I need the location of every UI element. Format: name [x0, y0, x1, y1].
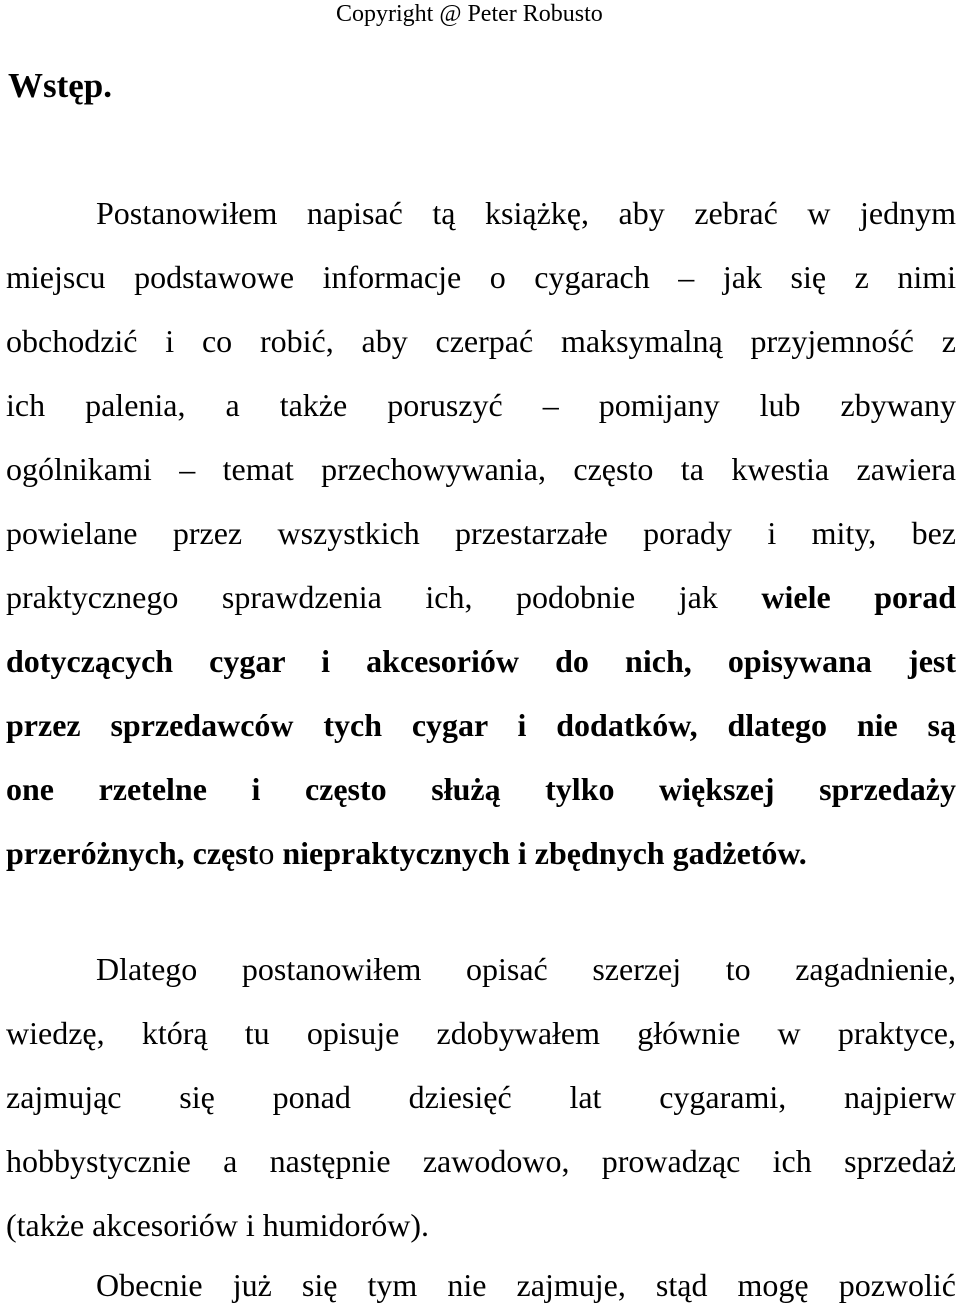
line-7-bold-text: wiele porad [761, 579, 957, 615]
line-7-regular-text: praktycznego sprawdzenia ich, podobnie jak [6, 579, 718, 615]
paragraph-2-line-4: hobbystycznie a następnie zawodowo, prowadząc ich sprzedaż [6, 1143, 956, 1179]
line-11-bold-text-b: niepraktycznych i zbędnych gadżetów. [282, 835, 807, 871]
line-11-bold-text-a: przeróżnych, częst [6, 835, 259, 871]
paragraph-1-line-11 [6, 830, 956, 876]
paragraph-3-line-1: Obecnie już się tym nie zajmuje, stąd mogę pozwolić [96, 1267, 956, 1303]
paragraph-1-line-6: powielane przez wszystkich przestarzałe porady i mity, bez [6, 515, 956, 551]
paragraph-1-line-9: przez sprzedawców tych cygar i dodatków, dlatego nie są [6, 707, 956, 743]
paragraph-1-line-2: miejscu podstawowe informacje o cygarach – jak się z nimi [6, 259, 956, 295]
paragraph-2-line-1: Dlatego postanowiłem opisać szerzej to zagadnienie, [96, 951, 956, 987]
paragraph-1-line-7 [6, 574, 956, 620]
paragraph-1-line-10: one rzetelne i często służą tylko większej sprzedaży [6, 771, 956, 807]
paragraph-1-line-5: ogólnikami – temat przechowywania, często ta kwestia zawiera [6, 451, 956, 487]
paragraph-1-line-1: Postanowiłem napisać tą książkę, aby zebrać w jednym [96, 195, 956, 231]
paragraph-1-line-3: obchodzić i co robić, aby czerpać maksymalną przyjemność z [6, 323, 956, 359]
paragraph-1-line-4: ich palenia, a także poruszyć – pomijany lub zbywany [6, 387, 956, 423]
paragraph-1-line-8: dotyczących cygar i akcesoriów do nich, opisywana jest [6, 643, 956, 679]
paragraph-2-line-3: zajmując się ponad dziesięć lat cygarami, najpierw [6, 1079, 956, 1115]
line-11-regular-text: o [258, 835, 275, 871]
paragraph-2-line-5: (także akcesoriów i humidorów). [6, 1207, 429, 1243]
paragraph-2-line-2: wiedzę, którą tu opisuje zdobywałem głównie w praktyce, [6, 1015, 956, 1051]
copyright-notice: Copyright @ Peter Robusto [336, 1, 603, 27]
section-title: Wstęp. [8, 66, 113, 105]
